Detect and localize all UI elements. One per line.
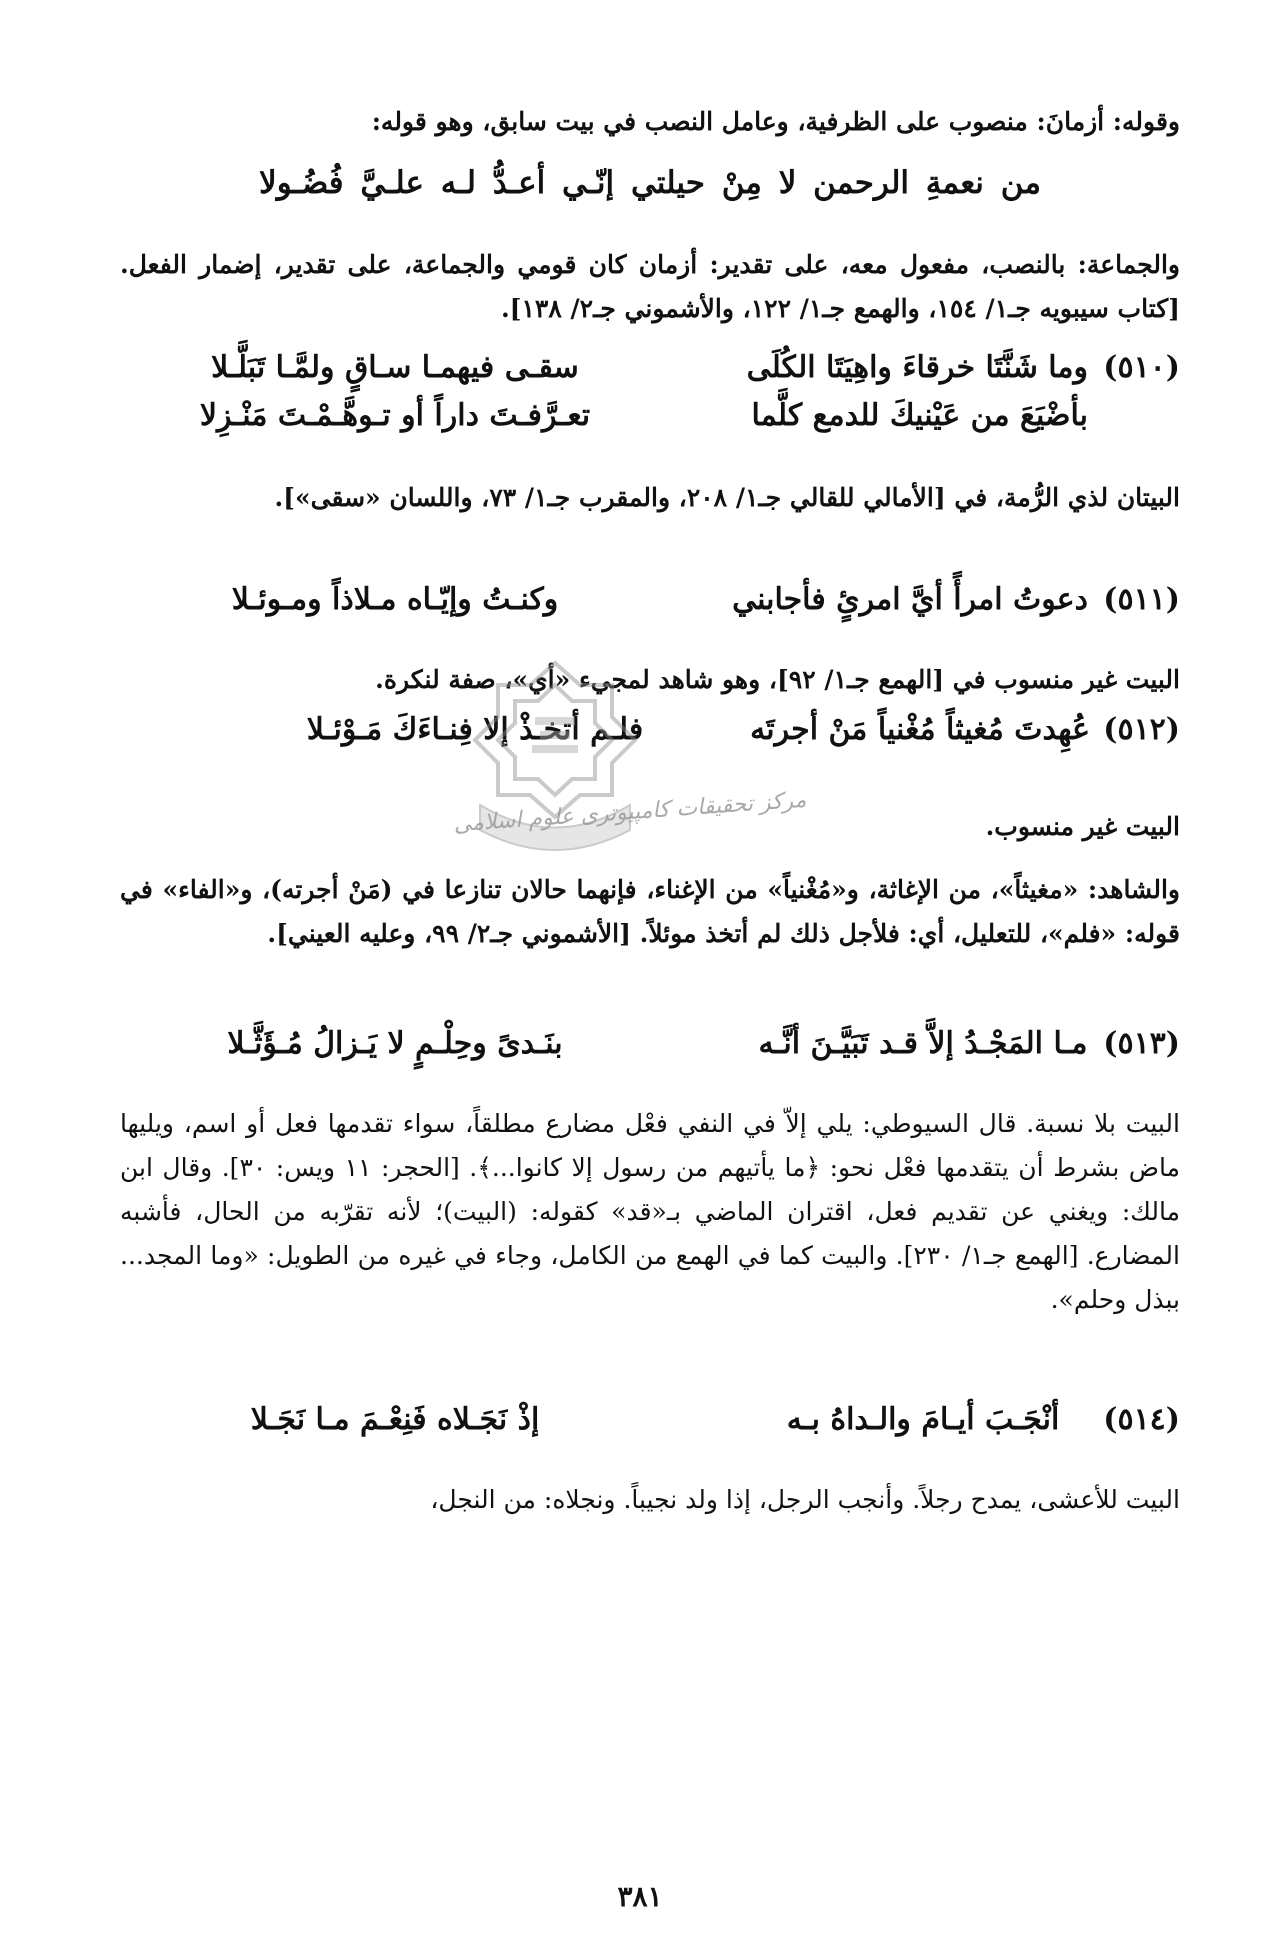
verse-hemistich-second: فلـم أتخـذْ إلا فِنـاءَكَ مَـوْئـلا xyxy=(306,712,644,747)
watermark-caption: مرکز تحقیقات کامپیوتری علوم اسلامی xyxy=(452,787,808,838)
paragraph-suyuti: البيت بلا نسبة. قال السيوطي: يلي إلاّ في النفي فعْل مضارع مطلقاً، سواء تقدمها فعل أو اسم، ويليها ماض بشرط أن يتقدمها فعْل نحو: ﴿ما يأتيهم من رسول إلا كانوا...﴾. [الحجر: ١١ ويس: ٣٠]. وقال ابن مالك: ويغني عن تقديم فعل، اقتران الماضي بـ«قد» كقوله: (البيت)؛ لأنه تقرّبه من الحال، فأشبه المضارع. [الهمع جـ١/ ٢٣٠]. والبيت كما في الهمع من الكامل، وجاء في غيره من الطويل: «وما المجد... ببذل وحلم». xyxy=(120,1109,1180,1314)
verse-510-line-1 xyxy=(120,350,1180,402)
verse-514 xyxy=(120,1402,1180,1454)
verse-hemistich-first: بأضْيَعَ من عَيْنيكَ للدمع كلَّما xyxy=(751,398,1088,433)
paragraph-asha: البيت للأعشى، يمدح رجلاً. وأنجب الرجل، إذا ولد نجيباً. ونجلاه: من النجل، xyxy=(430,1485,1180,1514)
verse-hemistich-second: إذْ نَجَـلاه فَنِعْـمَ مـا نَجَـلا xyxy=(250,1402,540,1437)
verse-hemistich-second: وكنـتُ وإيّـاه مـلاذاً ومـوئـلا xyxy=(231,582,559,617)
verse-number: (٥١٤) xyxy=(1103,1402,1180,1437)
verse-hemistich-second: بنَـدىً وحِلْـمٍ لا يَـزالُ مُـؤَثَّـلا xyxy=(227,1026,563,1061)
verse-hemistich-second: تعـرَّفـتَ داراً أو تـوهَّـمْـتَ مَنْـزِلا xyxy=(199,398,591,433)
verse-hemistich-first: مـا المَجْـدُ إلاَّ قـد تَبَيَّـنَ أنَّـه xyxy=(758,1026,1088,1061)
verse-intro: من نعمةِ الرحمن لا مِنْ حيلتي إنّـي أعـدُّ لـه علـيَّ فُضُـولا xyxy=(259,165,1041,201)
verse-number: (٥١٠) xyxy=(1103,350,1180,385)
verse-511 xyxy=(120,582,1180,634)
note-511: البيت غير منسوب في [الهمع جـ١/ ٩٢]، وهو شاهد لمجيء «أي»، صفة لنكرة. xyxy=(375,665,1180,694)
note-512: البيت غير منسوب. xyxy=(985,812,1180,841)
verse-number: (٥١٣) xyxy=(1103,1026,1180,1061)
paragraph-jamaa: والجماعة: بالنصب، مفعول معه، على تقدير: أزمان كان قومي والجماعة، على تقدير، إضمار الفعل. [كتاب سيبويه جـ١/ ١٥٤، والهمع جـ١/ ١٢٢، والأشموني جـ٢/ ١٣٨]. xyxy=(120,250,1180,323)
page-number: ٣٨١ xyxy=(617,1880,663,1913)
verse-hemistich-first: وما شَنَّتَا خرقاءَ واهِيَتَا الكُلَى xyxy=(746,350,1088,385)
paragraph-intro: وقوله: أزمانَ: منصوب على الظرفية، وعامل النصب في بيت سابق، وهو قوله: xyxy=(371,107,1180,136)
verse-hemistich-first: أنْجَـبَ أيـامَ والـداهُ بـه xyxy=(786,1402,1060,1437)
verse-hemistich-second: سقـى فيهمـا سـاقٍ ولمَّـا تَبَلَّـلا xyxy=(211,350,579,385)
verse-513 xyxy=(120,1026,1180,1078)
verse-510-line-2 xyxy=(120,398,1180,450)
verse-number: (٥١٢) xyxy=(1103,712,1180,747)
note-510: البيتان لذي الرُّمة، في [الأمالي للقالي جـ١/ ٢٠٨، والمقرب جـ١/ ٧٣، واللسان «سقى»]. xyxy=(274,483,1180,512)
verse-hemistich-first: دعوتُ امرأً أيَّ امرئٍ فأجابني xyxy=(732,582,1088,617)
verse-number: (٥١١) xyxy=(1103,582,1180,617)
verse-hemistich-first: عُهِدتَ مُغيثاً مُغْنياً مَنْ أجرتَه xyxy=(750,712,1090,747)
paragraph-shahid: والشاهد: «مغيثاً»، من الإغاثة، و«مُغْنياً» من الإغناء، فإنهما حالان تنازعا في (مَنْ أجرته)، و«الفاء» في قوله: «فلم»، للتعليل، أي: فلأجل ذلك لم أتخذ موئلاً. [الأشموني جـ٢/ ٩٩، وعليه العيني]. xyxy=(120,875,1180,948)
